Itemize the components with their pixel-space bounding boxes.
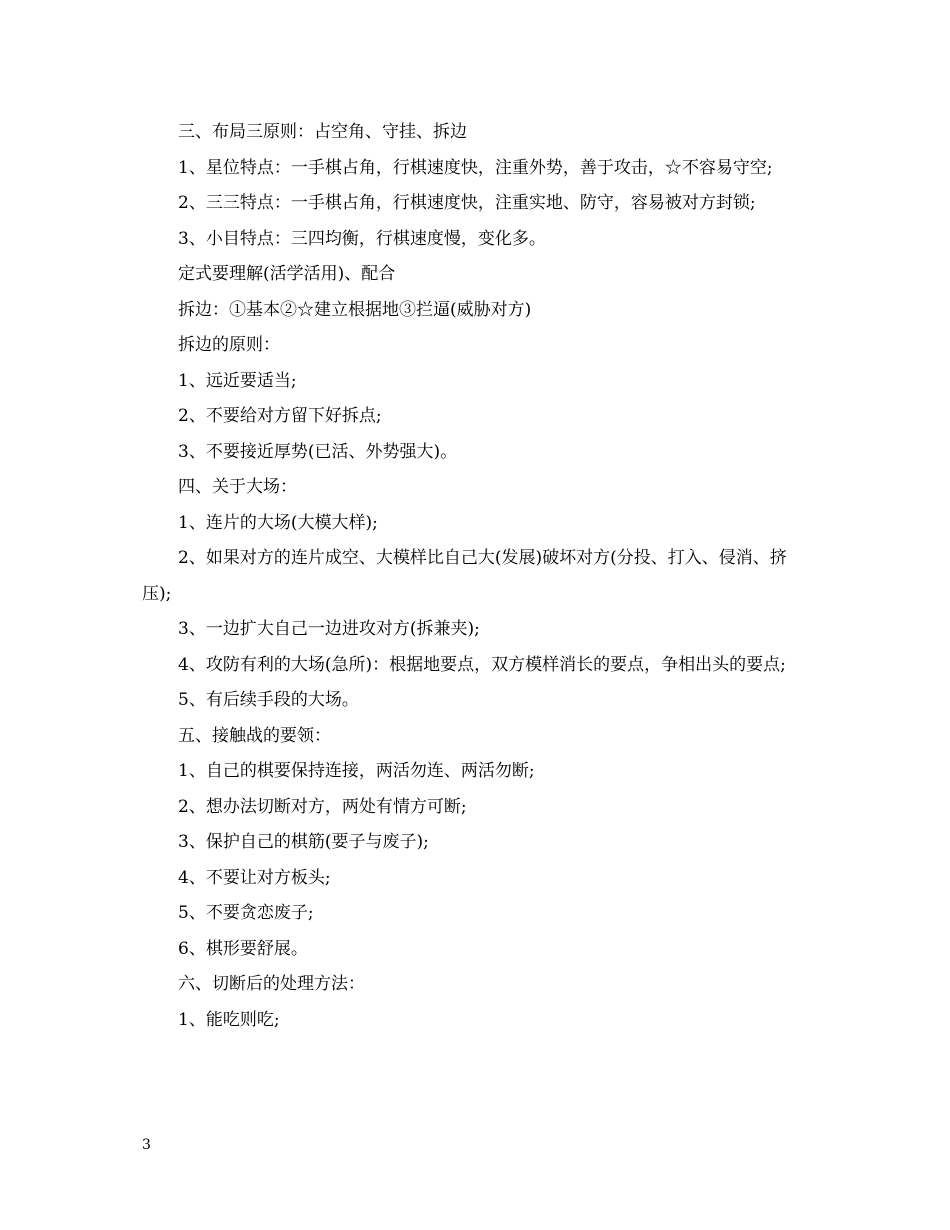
paragraph-extension-principles: 拆边的原则：: [178, 335, 280, 355]
list-item: 2、不要给对方留下好拆点;: [178, 406, 382, 426]
paragraph-komoku: 3、小目特点：三四均衡，行棋速度慢，变化多。: [178, 228, 546, 249]
paragraph-joseki: 定式要理解(活学活用)、配合: [178, 264, 396, 284]
list-item: 5、不要贪恋废子;: [178, 903, 314, 923]
list-item: 1、自己的棋要保持连接，两活勿连、两活勿断;: [178, 761, 535, 781]
list-item: 6、棋形要舒展。: [178, 938, 308, 959]
page-number: 3: [142, 1137, 151, 1153]
section-heading-contact-fighting: 五、接触战的要领：: [178, 725, 331, 746]
section-heading-big-points: 四、关于大场：: [178, 477, 297, 497]
list-item: 1、连片的大场(大模大样);: [178, 512, 378, 533]
list-item: 3、不要接近厚势(已活、外势强大)。: [178, 441, 458, 462]
list-item: 1、远近要适当;: [178, 370, 297, 391]
list-item: 4、不要让对方板头;: [178, 867, 331, 888]
paragraph-three-three: 2、三三特点：一手棋占角，行棋速度快，注重实地、防守，容易被对方封锁;: [178, 193, 756, 213]
list-item: 2、如果对方的连片成空、大模样比自己大(发展)破坏对方(分投、打入、侵消、挤压);: [142, 548, 787, 604]
section-heading-after-cutting: 六、切断后的处理方法：: [178, 974, 365, 994]
paragraph-extension: 拆边：①基本②☆建立根据地③拦逼(威胁对方): [178, 299, 532, 320]
list-item: 1、能吃则吃;: [178, 1009, 280, 1030]
list-item: 4、攻防有利的大场(急所)：根据地要点，双方模样消长的要点，争相出头的要点;: [178, 654, 786, 675]
list-item: 3、一边扩大自己一边进攻对方(拆兼夹);: [178, 619, 480, 639]
list-item: 5、有后续手段的大场。: [178, 690, 359, 710]
list-item: 2、想办法切断对方，两处有情方可断;: [178, 796, 467, 817]
list-item: 3、保护自己的棋筋(要子与废子);: [178, 832, 429, 852]
paragraph-star-point: 1、星位特点：一手棋占角，行棋速度快，注重外势，善于攻击，☆不容易守空;: [178, 157, 773, 178]
document-body: [142, 115, 810, 1038]
section-heading-layout-principles: 三、布局三原则：占空角、守挂、拆边: [178, 122, 467, 142]
